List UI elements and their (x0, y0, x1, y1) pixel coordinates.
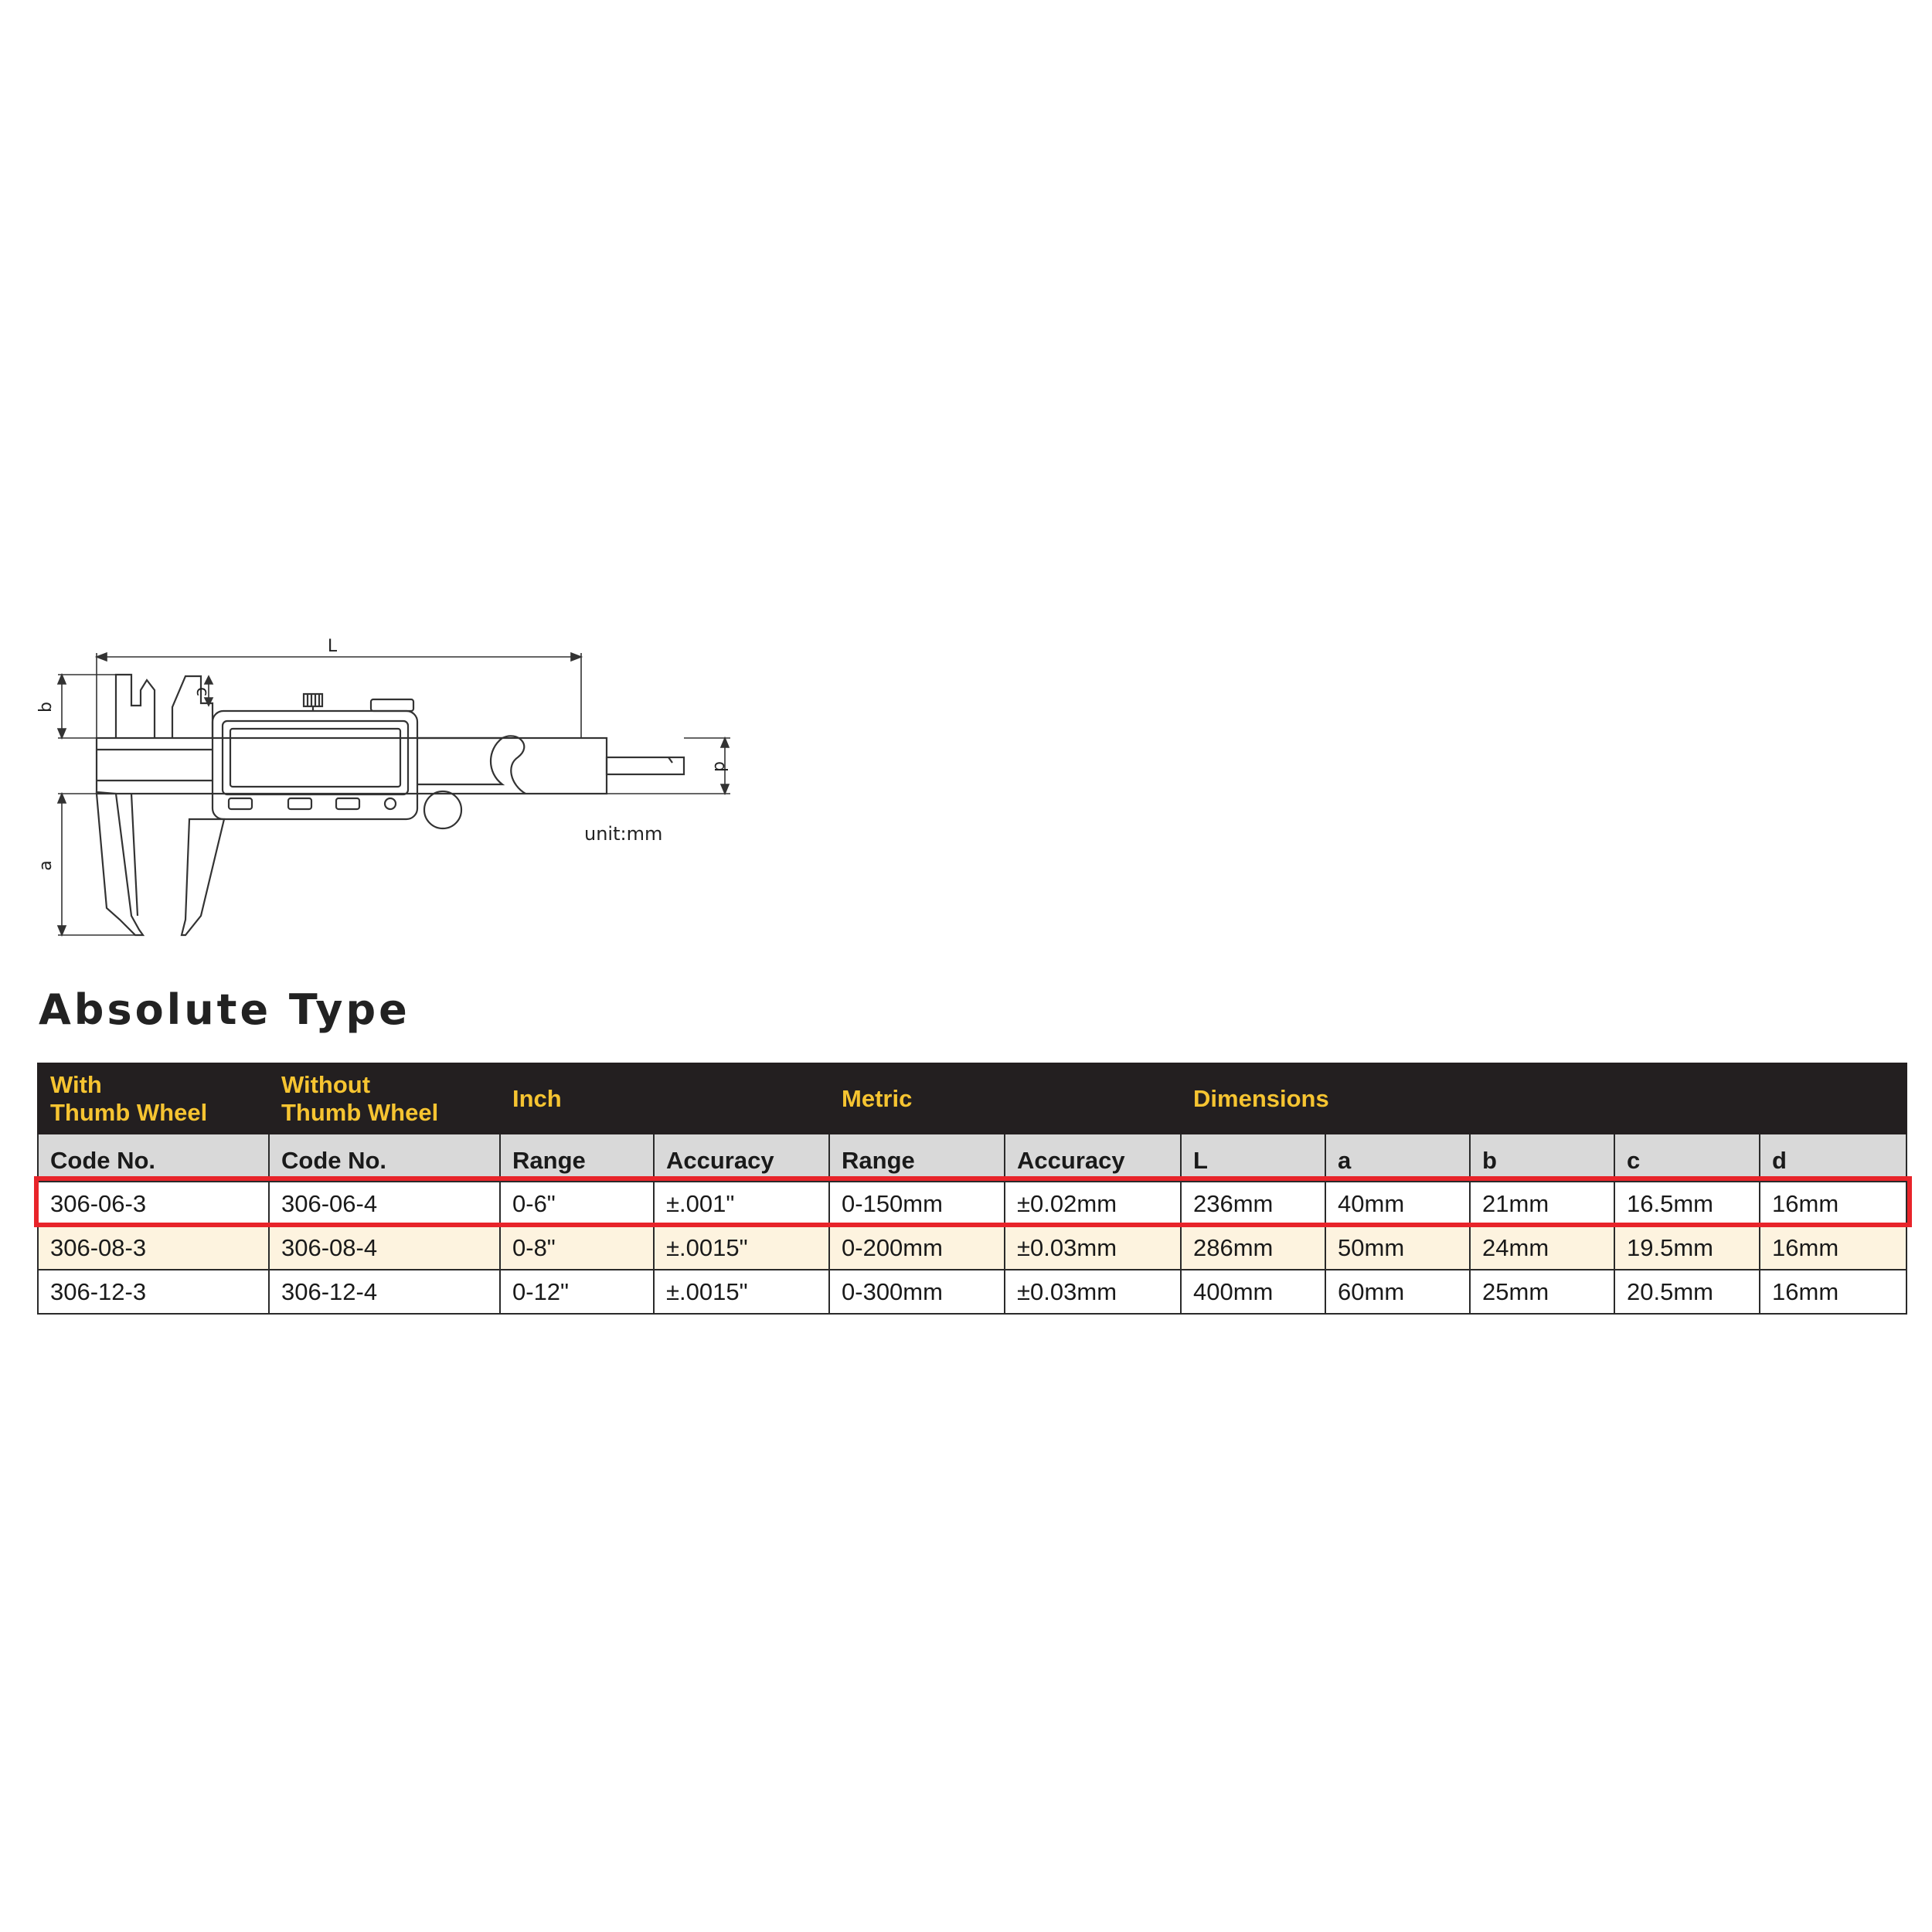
table-cell: ±0.03mm (1005, 1226, 1181, 1270)
table-cell: 0-8" (500, 1226, 654, 1270)
caliper-diagram (23, 622, 765, 954)
dim-label-a: a (36, 860, 56, 871)
subheader-metric-range: Range (829, 1134, 1005, 1182)
table-cell: 24mm (1470, 1226, 1614, 1270)
table-cell: 19.5mm (1614, 1226, 1760, 1270)
table-cell: 21mm (1470, 1182, 1614, 1226)
table-cell: 0-150mm (829, 1182, 1005, 1226)
header-without-thumb-wheel: Without Thumb Wheel (269, 1063, 500, 1134)
table-cell: ±0.02mm (1005, 1182, 1181, 1226)
dim-label-b: b (36, 702, 56, 713)
table-cell: 0-300mm (829, 1270, 1005, 1314)
table-cell: 16mm (1760, 1182, 1906, 1226)
table-row (38, 1270, 1906, 1314)
subheader-dim-c: c (1614, 1134, 1760, 1182)
unit-label: unit:mm (584, 823, 663, 845)
subheader-dim-a: a (1325, 1134, 1470, 1182)
dim-label-d: d (710, 761, 730, 772)
header-inch: Inch (500, 1063, 829, 1134)
subheader-inch-accuracy: Accuracy (654, 1134, 829, 1182)
group-header-row (38, 1063, 1906, 1134)
section-title: Absolute Type (39, 985, 410, 1034)
table-cell: 306-08-4 (269, 1226, 500, 1270)
header-with-thumb-wheel: With Thumb Wheel (38, 1063, 269, 1134)
table-cell: 306-08-3 (38, 1226, 269, 1270)
table-cell: 306-12-4 (269, 1270, 500, 1314)
header-dimensions: Dimensions (1181, 1063, 1906, 1134)
table-cell: 25mm (1470, 1270, 1614, 1314)
subheader-metric-accuracy: Accuracy (1005, 1134, 1181, 1182)
dim-label-L: L (327, 637, 338, 656)
table-cell: 236mm (1181, 1182, 1325, 1226)
table-cell: 60mm (1325, 1270, 1470, 1314)
table-cell: ±.001" (654, 1182, 829, 1226)
table-cell: 16.5mm (1614, 1182, 1760, 1226)
caliper-drawing (97, 675, 684, 935)
table-cell: 0-200mm (829, 1226, 1005, 1270)
subheader-inch-range: Range (500, 1134, 654, 1182)
subheader-code-no-without: Code No. (269, 1134, 500, 1182)
subheader-dim-b: b (1470, 1134, 1614, 1182)
subheader-dim-L: L (1181, 1134, 1325, 1182)
table-cell: ±.0015" (654, 1226, 829, 1270)
table-row (38, 1226, 1906, 1270)
table-cell: 306-06-3 (38, 1182, 269, 1226)
table-cell: 306-06-4 (269, 1182, 500, 1226)
table-cell: 20.5mm (1614, 1270, 1760, 1314)
subheader-code-no-with: Code No. (38, 1134, 269, 1182)
table-cell: 0-12" (500, 1270, 654, 1314)
table-cell: ±0.03mm (1005, 1270, 1181, 1314)
sub-header-row (38, 1134, 1906, 1182)
dim-label-c: c (192, 686, 212, 697)
table-cell: 0-6" (500, 1182, 654, 1226)
table-cell: 16mm (1760, 1226, 1906, 1270)
header-metric: Metric (829, 1063, 1181, 1134)
table-cell: ±.0015" (654, 1270, 829, 1314)
table-cell: 16mm (1760, 1270, 1906, 1314)
table-cell: 50mm (1325, 1226, 1470, 1270)
subheader-dim-d: d (1760, 1134, 1906, 1182)
table-cell: 286mm (1181, 1226, 1325, 1270)
table-cell: 306-12-3 (38, 1270, 269, 1314)
table-cell: 40mm (1325, 1182, 1470, 1226)
row-highlight-box (34, 1176, 1912, 1227)
table-cell: 400mm (1181, 1270, 1325, 1314)
